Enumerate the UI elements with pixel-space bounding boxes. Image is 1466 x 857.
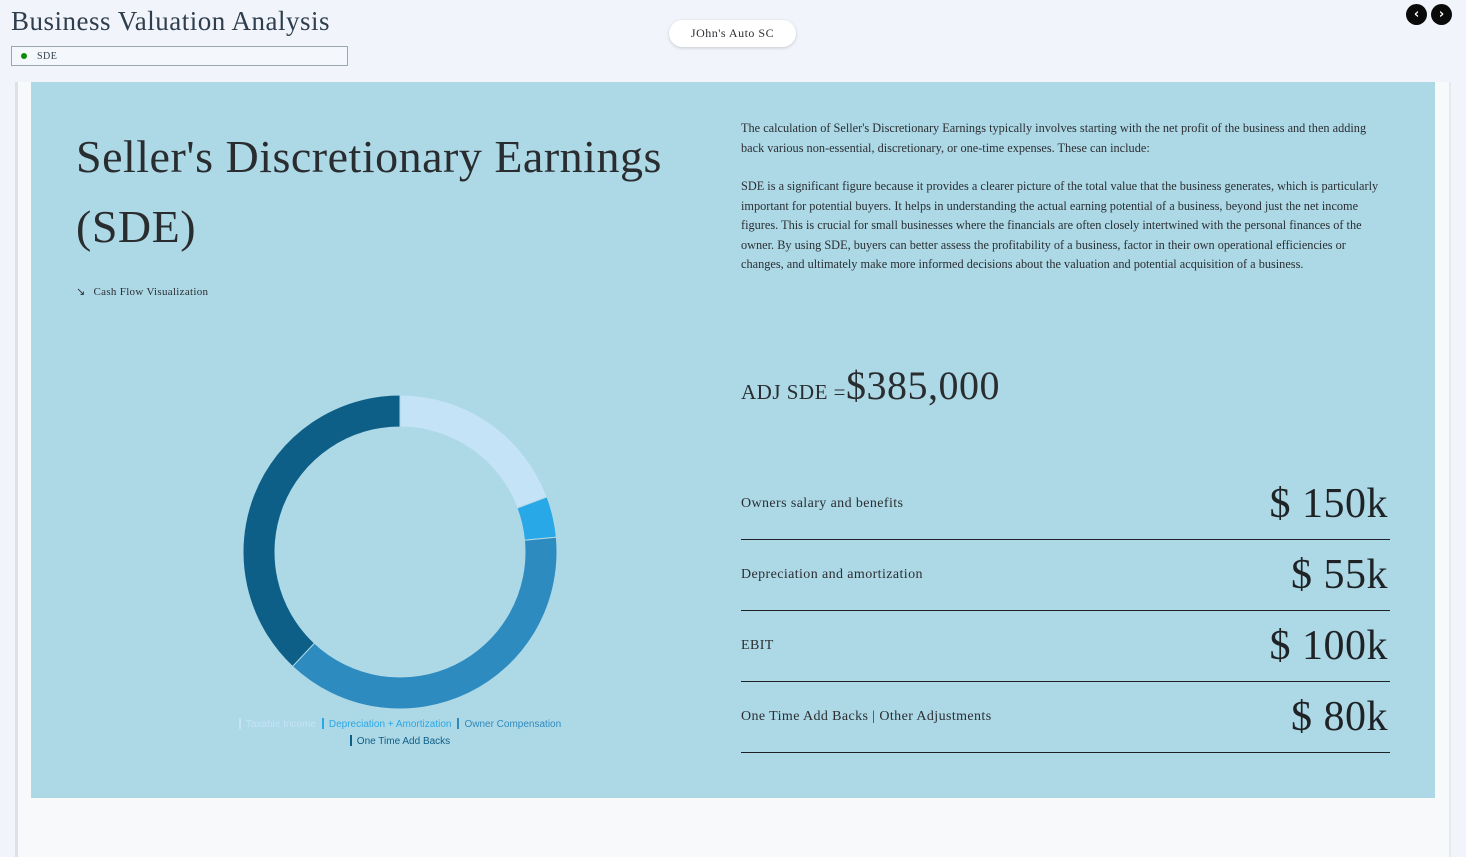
metric-row <box>741 611 1390 682</box>
description-paragraph: The calculation of Seller's Discretionary Earnings typically involves starting with the net profit of the business and then adding back various non-essential, discretionary, or one-time expenses. These can include: <box>741 121 1367 155</box>
metric-row <box>741 682 1390 753</box>
legend-item[interactable] <box>239 716 316 733</box>
metric-value: $ 100k <box>1269 623 1388 669</box>
metric-label: One Time Add Backs | Other Adjustments <box>741 709 992 724</box>
description-paragraph: SDE is a significant figure because it provides a clearer picture of the total value that the business generates, which is particularly important for potential buyers. It helps in understanding the actual earning potential of a business, beyond just the net income figures. This is crucial for small businesses where the financials are often closely intertwined with the personal finances of the owner. By using SDE, buyers can better assess the profitability of a business, factor in their own operational efficiencies or changes, and ultimately make more informed decisions about the valuation and potential acquisition of a business. <box>741 179 1379 271</box>
legend-label: Owner Compensation <box>464 719 562 730</box>
view-select[interactable] <box>11 46 348 66</box>
metric-value: $ 80k <box>1291 694 1388 740</box>
chart-legend <box>200 716 600 750</box>
legend-swatch <box>322 718 324 729</box>
legend-swatch <box>350 735 352 746</box>
app-title: Business Valuation Analysis <box>11 6 331 36</box>
donut-slice-taxable-income[interactable] <box>400 395 547 508</box>
metric-row <box>741 540 1390 611</box>
adj-sde <box>741 362 1000 409</box>
view-select-label: SDE <box>37 50 58 62</box>
cash-flow-donut-chart <box>236 388 564 716</box>
chevron-left-icon[interactable]: ‹ <box>1406 4 1427 25</box>
metric-value: $ 150k <box>1269 481 1388 527</box>
viz-link-label: Cash Flow Visualization <box>93 285 209 298</box>
arrow-down-right-icon: ↘ <box>76 285 86 298</box>
adj-sde-value: $385,000 <box>846 363 1001 408</box>
legend-label: One Time Add Backs <box>356 736 451 747</box>
client-name-pill[interactable]: JOhn's Auto SC <box>669 20 796 47</box>
donut-slice-one-time-add-backs[interactable] <box>243 395 400 666</box>
adj-sde-label: ADJ SDE = <box>741 380 847 404</box>
donut-slice-owner-compensation[interactable] <box>293 537 557 709</box>
legend-item[interactable] <box>322 716 452 733</box>
metric-value: $ 55k <box>1291 552 1388 598</box>
legend-item[interactable] <box>457 716 561 733</box>
metric-label: Owners salary and benefits <box>741 496 904 511</box>
metrics-list <box>741 469 1390 753</box>
metric-label: Depreciation and amortization <box>741 567 923 582</box>
legend-label: Depreciation + Amortization <box>328 719 452 730</box>
legend-item[interactable] <box>350 733 450 750</box>
legend-swatch <box>239 718 241 729</box>
status-dot <box>21 53 27 59</box>
chevron-right-icon[interactable]: › <box>1431 4 1452 25</box>
cash-flow-visualization-link[interactable] <box>76 285 208 298</box>
legend-label: Taxable Income <box>245 719 316 730</box>
metric-row <box>741 469 1390 540</box>
metric-label: EBIT <box>741 638 774 653</box>
legend-swatch <box>457 718 459 729</box>
page-title: Seller's Discretionary Earnings (SDE) <box>76 131 662 252</box>
